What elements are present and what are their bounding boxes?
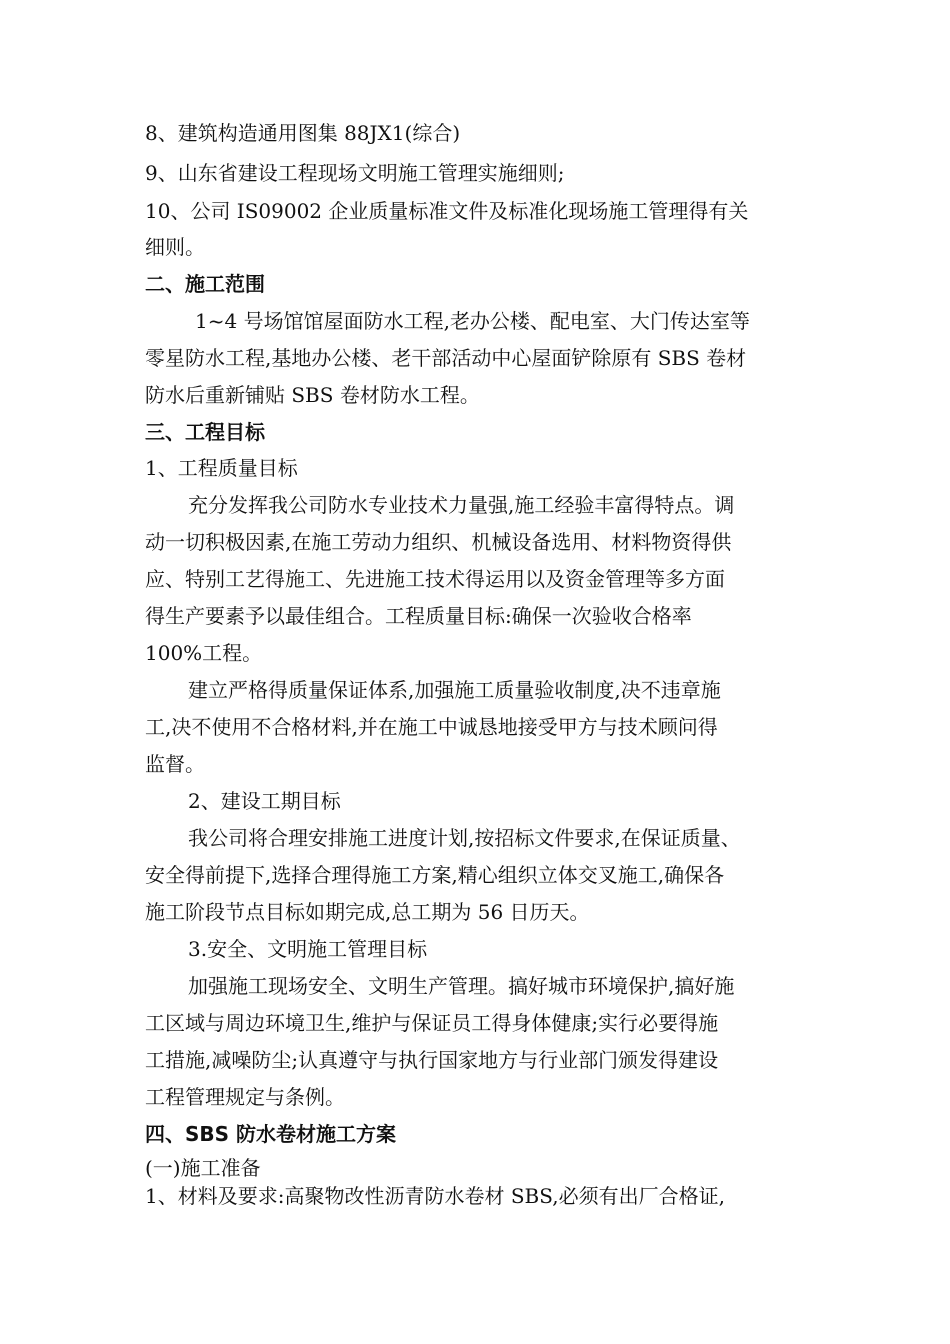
quality-system-paragraph-line: 工,决不使用不合格材料,并在施工中诚恳地接受甲方与技术顾问得 — [145, 715, 718, 739]
quality-paragraph-line: 充分发挥我公司防水专业技术力量强,施工经验丰富得特点。调 — [188, 493, 735, 517]
schedule-paragraph-line: 我公司将合理安排施工进度计划,按招标文件要求,在保证质量、 — [188, 826, 741, 850]
reference-item-9: 9、山东省建设工程现场文明施工管理实施细则; — [145, 161, 565, 185]
subheading-schedule-goal: 2、建设工期目标 — [188, 789, 341, 813]
section-heading-sbs-plan: 四、SBS 防水卷材施工方案 — [145, 1122, 397, 1146]
quality-paragraph-line: 应、特别工艺得施工、先进施工技术得运用以及资金管理等多方面 — [145, 567, 725, 591]
reference-item-8: 8、建筑构造通用图集 88JX1(综合) — [145, 121, 461, 145]
schedule-paragraph-line: 安全得前提下,选择合理得施工方案,精心组织立体交叉施工,确保各 — [145, 863, 725, 887]
materials-paragraph-line: 1、材料及要求:高聚物改性沥青防水卷材 SBS,必须有出厂合格证, — [145, 1184, 725, 1208]
subheading-safety-goal: 3.安全、文明施工管理目标 — [188, 937, 428, 961]
safety-paragraph-line: 工程管理规定与条例。 — [145, 1085, 345, 1109]
safety-paragraph-line: 工区域与周边环境卫生,维护与保证员工得身体健康;实行必要得施 — [145, 1011, 719, 1035]
quality-paragraph-line: 动一切积极因素,在施工劳动力组织、机械设备选用、材料物资得供 — [145, 530, 732, 554]
reference-item-10: 10、公司 IS09002 企业质量标准文件及标准化现场施工管理得有关 — [145, 199, 749, 223]
quality-system-paragraph-line: 监督。 — [145, 752, 205, 776]
section-heading-scope: 二、施工范围 — [145, 272, 265, 296]
quality-paragraph-line: 100%工程。 — [145, 641, 263, 665]
scope-paragraph-line: 1~4 号场馆馆屋面防水工程,老办公楼、配电室、大门传达室等 — [195, 309, 750, 333]
subheading-quality-goal: 1、工程质量目标 — [145, 456, 298, 480]
safety-paragraph-line: 工措施,减噪防尘;认真遵守与执行国家地方与行业部门颁发得建设 — [145, 1048, 719, 1072]
quality-system-paragraph-line: 建立严格得质量保证体系,加强施工质量验收制度,决不违章施 — [188, 678, 721, 702]
reference-item-10-cont: 细则。 — [145, 235, 205, 259]
quality-paragraph-line: 得生产要素予以最佳组合。工程质量目标:确保一次验收合格率 — [145, 604, 692, 628]
section-heading-goals: 三、工程目标 — [145, 420, 265, 444]
scope-paragraph-line: 防水后重新铺贴 SBS 卷材防水工程。 — [145, 383, 480, 407]
subheading-preparation: (一)施工准备 — [145, 1156, 261, 1180]
safety-paragraph-line: 加强施工现场安全、文明生产管理。搞好城市环境保护,搞好施 — [188, 974, 735, 998]
scope-paragraph-line: 零星防水工程,基地办公楼、老干部活动中心屋面铲除原有 SBS 卷材 — [145, 346, 747, 370]
schedule-paragraph-line: 施工阶段节点目标如期完成,总工期为 56 日历天。 — [145, 900, 590, 924]
